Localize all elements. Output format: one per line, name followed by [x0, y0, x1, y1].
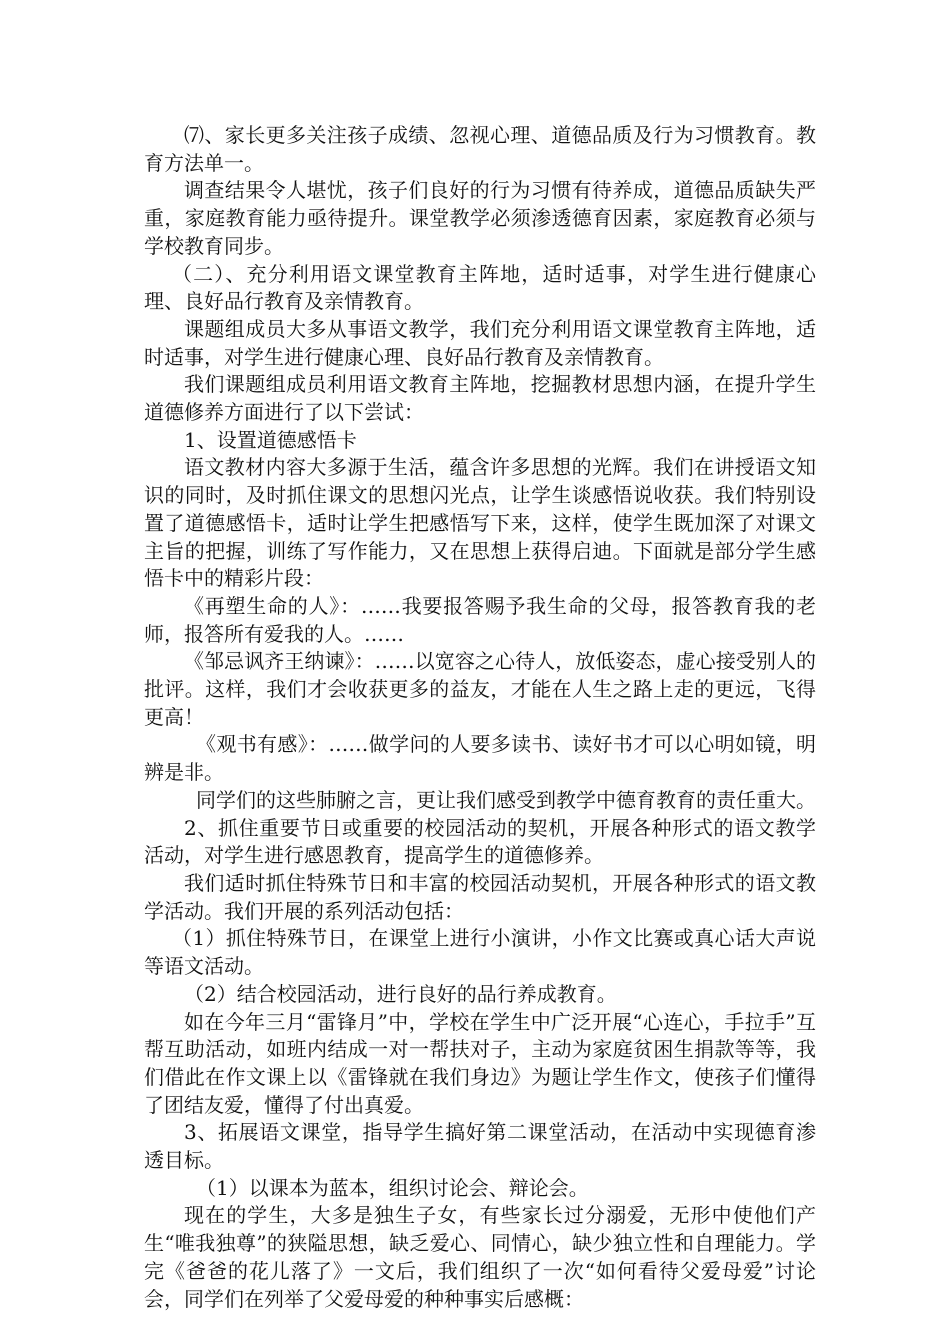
quote-paragraph: 《再塑生命的人》：……我要报答赐予我生命的父母，报答教育我的老师，报答所有爱我的人。…… — [144, 593, 816, 646]
list-item: （2）结合校园活动，进行良好的品行养成教育。 — [184, 981, 617, 1006]
paragraph: 现在的学生，大多是独生子女，有些家长过分溺爱，无形中使他们产生“唯我独尊”的狭隘思想，缺乏爱心、同情心，缺少独立性和自理能力。学完《爸爸的花儿落了》一文后，我们组织了一次“如何看待父爱母爱”讨论会，同学们在列举了父爱母爱的种种事实后感概： — [144, 1203, 816, 1311]
paragraph: 我们课题组成员利用语文教育主阵地，挖掘教材思想内涵，在提升学生道德修养方面进行了以下尝试： — [144, 372, 816, 425]
paragraph: 我们适时抓住特殊节日和丰富的校园活动契机，开展各种形式的语文教学活动。我们开展的系列活动包括： — [144, 870, 816, 923]
section-heading: （二）、充分利用语文课堂教育主阵地，适时适事，对学生进行健康心理、良好品行教育及亲情教育。 — [144, 261, 816, 314]
list-item: （1）以课本为蓝本，组织讨论会、辩论会。 — [196, 1175, 589, 1200]
document-body — [144, 122, 816, 1313]
paragraph: 调查结果令人堪忧，孩子们良好的行为习惯有待养成，道德品质缺失严重，家庭教育能力亟待提升。课堂教学必须渗透德育因素，家庭教育必须与学校教育同步。 — [144, 178, 816, 258]
subsection-heading: 1、设置道德感悟卡 — [184, 427, 357, 452]
paragraph: 语文教材内容大多源于生活，蕴含许多思想的光辉。我们在讲授语文知识的同时，及时抓住课文的思想闪光点，让学生谈感悟说收获。我们特别设置了道德感悟卡，适时让学生把感悟写下来，这样，使学生既加深了对课文主旨的把握，训练了写作能力，又在思想上获得启迪。下面就是部分学生感悟卡中的精彩片段： — [144, 455, 816, 591]
subsection-heading: 3、拓展语文课堂，指导学生搞好第二课堂活动，在活动中实现德育渗透目标。 — [144, 1120, 816, 1173]
quote-paragraph: 《邹忌讽齐王纳谏》：……以宽容之心待人，放低姿态，虚心接受别人的批评。这样，我们才会收获更多的益友，才能在人生之路上走的更远，飞得更高！ — [144, 649, 816, 729]
paragraph: ⑺、家长更多关注孩子成绩、忽视心理、道德品质及行为习惯教育。教育方法单一。 — [144, 123, 816, 175]
subsection-heading: 2、抓住重要节日或重要的校园活动的契机，开展各种形式的语文教学活动，对学生进行感恩教育，提高学生的道德修养。 — [144, 815, 816, 868]
list-item: （1）抓住特殊节日，在课堂上进行小演讲，小作文比赛或真心话大声说等语文活动。 — [144, 926, 816, 979]
paragraph: 同学们的这些肺腑之言，更让我们感受到教学中德育教育的责任重大。 — [196, 787, 816, 812]
quote-paragraph: 《观书有感》：……做学问的人要多读书、读好书才可以心明如镜，明辨是非。 — [144, 732, 816, 785]
paragraph: 课题组成员大多从事语文教学，我们充分利用语文课堂教育主阵地，适时适事，对学生进行健康心理、良好品行教育及亲情教育。 — [144, 316, 816, 369]
paragraph: 如在今年三月“雷锋月”中，学校在学生中广泛开展“心连心，手拉手”互帮互助活动，如班内结成一对一帮扶对子，主动为家庭贫困生捐款等等，我们借此在作文课上以《雷锋就在我们身边》为题让学生作文，使孩子们懂得了团结友爱，懂得了付出真爱。 — [144, 1009, 816, 1117]
